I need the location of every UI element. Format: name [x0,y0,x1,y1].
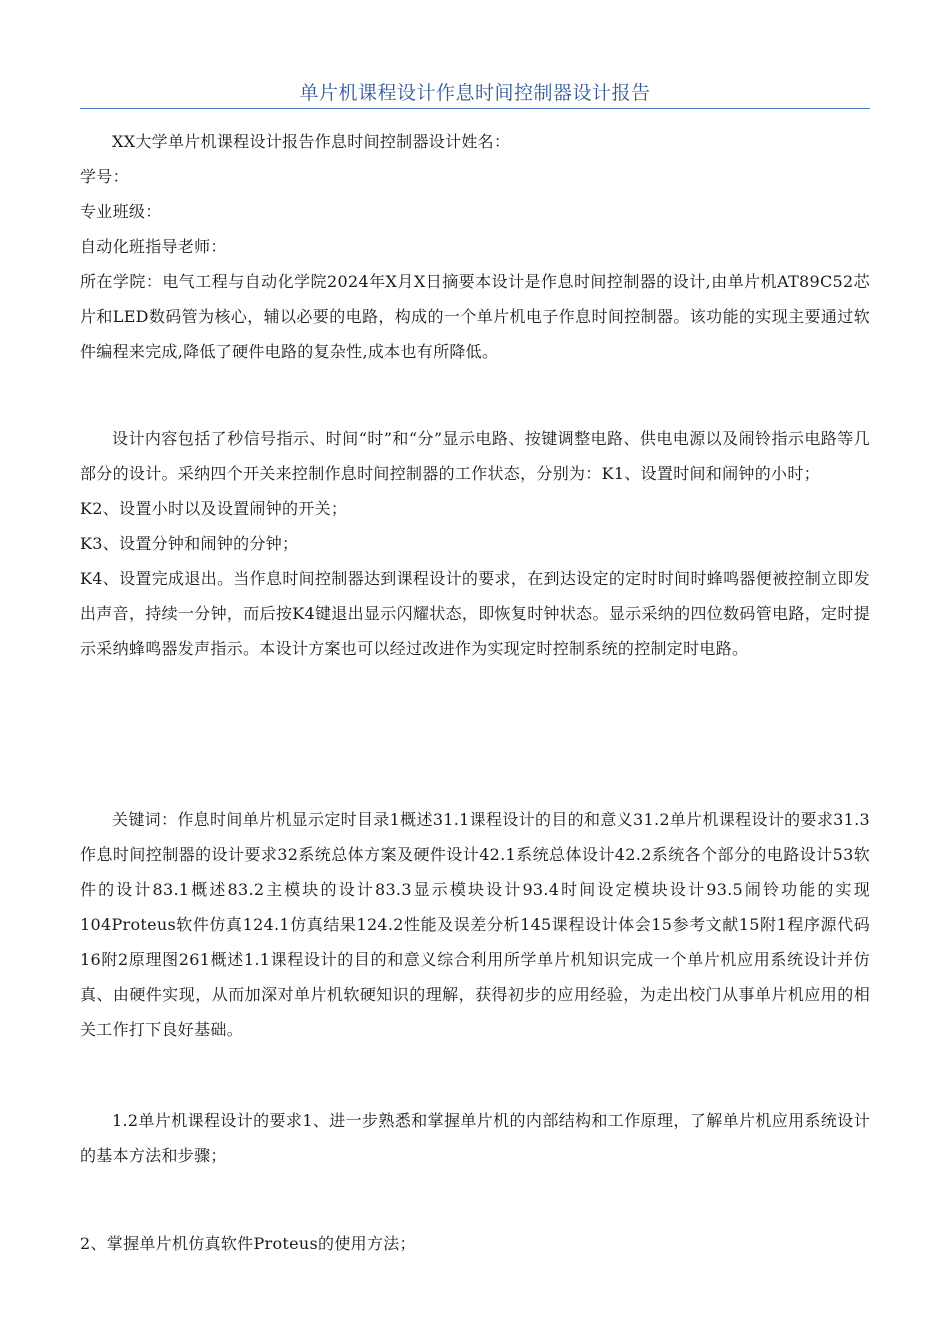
paragraph-advisor: 自动化班指导老师： [80,237,227,256]
paragraph-requirement-2: 2、掌握单片机仿真软件Proteus的使用方法； [80,1234,416,1253]
document-title: 单片机课程设计作息时间控制器设计报告 [299,82,651,104]
paragraph-k3: K3、设置分钟和闹钟的分钟； [80,534,299,553]
paragraph-class: 专业班级： [80,202,162,221]
requirement-2-block [80,1226,870,1261]
requirements-block [80,1103,870,1173]
paragraph-requirement-1: 1.2单片机课程设计的要求1、进一步熟悉和掌握单片机的内部结构和工作原理，了解单片机应用系统设计的基本方法和步骤； [80,1111,870,1165]
paragraph-k4: K4、设置完成退出。当作息时间控制器达到课程设计的要求，在到达设定的定时时间时蜂鸣器便被控制立即发出声音，持续一分钟，而后按K4键退出显示闪耀状态，即恢复时钟状态。显示采纳的四位数码管电路，定时提示采纳蜂鸣器发声指示。本设计方案也可以经过改进作为实现定时控制系统的控制定时电路。 [80,569,870,658]
paragraph-design-content: 设计内容包括了秒信号指示、时间“时”和“分”显示电路、按键调整电路、供电电源以及闹铃指示电路等几部分的设计。采纳四个开关来控制作息时间控制器的工作状态，分别为：K1、设置时间和闹钟的小时； [80,429,870,483]
intro-block [80,124,870,369]
paragraph-keywords-contents: 关键词：作息时间单片机显示定时目录1概述31.1课程设计的目的和意义31.2单片机课程设计的要求31.3作息时间控制器的设计要求32系统总体方案及硬件设计42.1系统总体设计42.2系统各个部分的电路设计53软件的设计83.1概述83.2主模块的设计83.3显示模块设计93.4时间设定模块设计93.5闹铃功能的实现104Proteus软件仿真124.1仿真结果124.2性能及误差分析145课程设计体会15参考文献15附1程序源代码16附2原理图261概述1.1课程设计的目的和意义综合利用所学单片机知识完成一个单片机应用系统设计并仿真、由硬件实现，从而加深对单片机软硬知识的理解，获得初步的应用经验，为走出校门从事单片机应用的相关工作打下良好基础。 [80,810,870,1039]
paragraph-k2: K2、设置小时以及设置闹钟的开关； [80,499,348,518]
keywords-block [80,802,870,1047]
paragraph-report-header: XX大学单片机课程设计报告作息时间控制器设计姓名： [112,132,511,151]
design-content-block [80,421,870,666]
title-underline [80,108,870,109]
paragraph-abstract: 所在学院：电气工程与自动化学院2024年X月X日摘要本设计是作息时间控制器的设计,由单片机AT89C52芯片和LED数码管为核心，辅以必要的电路，构成的一个单片机电子作息时间控制器。该功能的实现主要通过软件编程来完成,降低了硬件电路的复杂性,成本也有所降低。 [80,272,870,361]
paragraph-student-id: 学号： [80,167,129,186]
